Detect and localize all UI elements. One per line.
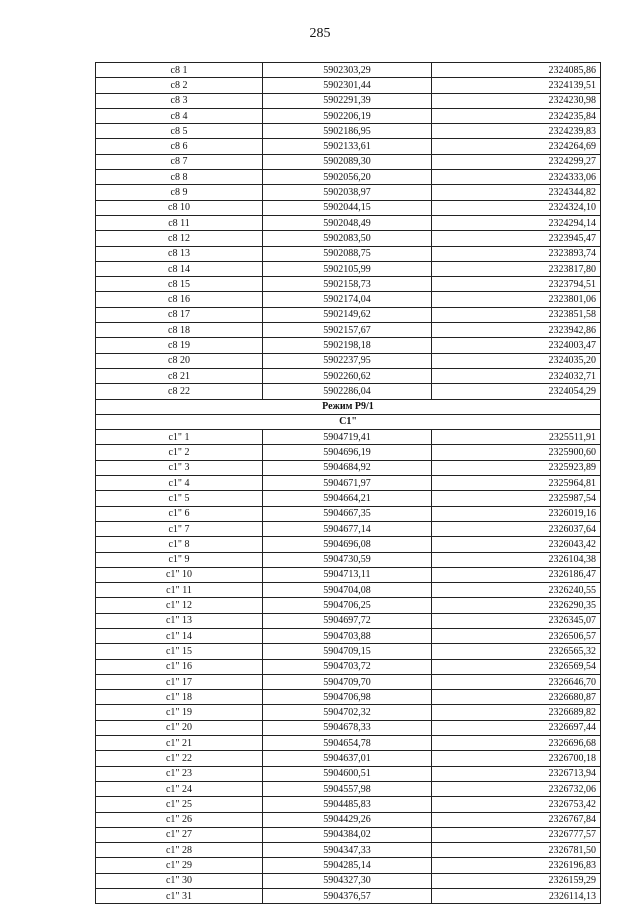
- point-label-cell: с1" 5: [96, 491, 263, 506]
- x-coordinate-cell: 5904667,35: [263, 506, 432, 521]
- y-coordinate-cell: 2323851,58: [432, 307, 601, 322]
- x-coordinate-cell: 5902286,04: [263, 384, 432, 399]
- y-coordinate-cell: 2324324,10: [432, 200, 601, 215]
- y-coordinate-cell: 2325900,60: [432, 445, 601, 460]
- point-label-cell: с8 20: [96, 353, 263, 368]
- point-label-cell: с8 3: [96, 93, 263, 108]
- x-coordinate-cell: 5904730,59: [263, 552, 432, 567]
- y-coordinate-cell: 2324239,83: [432, 124, 601, 139]
- x-coordinate-cell: 5902044,15: [263, 200, 432, 215]
- y-coordinate-cell: 2325964,81: [432, 476, 601, 491]
- table-row: [96, 246, 601, 261]
- y-coordinate-cell: 2326767,84: [432, 812, 601, 827]
- x-coordinate-cell: 5902237,95: [263, 353, 432, 368]
- x-coordinate-cell: 5902048,49: [263, 215, 432, 230]
- table-row: [96, 521, 601, 536]
- x-coordinate-cell: 5902038,97: [263, 185, 432, 200]
- y-coordinate-cell: 2324230,98: [432, 93, 601, 108]
- table-row: [96, 552, 601, 567]
- y-coordinate-cell: 2326290,35: [432, 598, 601, 613]
- page-number: 285: [309, 26, 331, 41]
- y-coordinate-cell: 2326186,47: [432, 567, 601, 582]
- point-label-cell: с8 1: [96, 63, 263, 78]
- y-coordinate-cell: 2324235,84: [432, 108, 601, 123]
- point-label-cell: с8 12: [96, 231, 263, 246]
- point-label-cell: с8 6: [96, 139, 263, 154]
- y-coordinate-cell: 2326104,38: [432, 552, 601, 567]
- y-coordinate-cell: 2323794,51: [432, 277, 601, 292]
- point-label-cell: с1" 2: [96, 445, 263, 460]
- y-coordinate-cell: 2325511,91: [432, 430, 601, 445]
- point-label-cell: с8 4: [96, 108, 263, 123]
- point-label-cell: с1" 10: [96, 567, 263, 582]
- point-label-cell: с1" 12: [96, 598, 263, 613]
- table-row: [96, 506, 601, 521]
- x-coordinate-cell: 5904557,98: [263, 781, 432, 796]
- x-coordinate-cell: 5904429,26: [263, 812, 432, 827]
- x-coordinate-cell: 5904654,78: [263, 736, 432, 751]
- point-label-cell: с1" 24: [96, 781, 263, 796]
- x-coordinate-cell: 5902149,62: [263, 307, 432, 322]
- y-coordinate-cell: 2326732,06: [432, 781, 601, 796]
- x-coordinate-cell: 5904600,51: [263, 766, 432, 781]
- x-coordinate-cell: 5904706,25: [263, 598, 432, 613]
- point-label-cell: с8 5: [96, 124, 263, 139]
- table-row: [96, 430, 601, 445]
- table-row: [96, 598, 601, 613]
- point-label-cell: с1" 13: [96, 613, 263, 628]
- x-coordinate-cell: 5904347,33: [263, 843, 432, 858]
- point-label-cell: с1" 8: [96, 537, 263, 552]
- point-label-cell: с1" 18: [96, 690, 263, 705]
- point-label-cell: с1" 25: [96, 797, 263, 812]
- table-row: [96, 200, 601, 215]
- x-coordinate-cell: 5904327,30: [263, 873, 432, 888]
- section-subtitle: С1": [96, 414, 601, 429]
- x-coordinate-cell: 5904709,15: [263, 644, 432, 659]
- table-row: [96, 185, 601, 200]
- x-coordinate-cell: 5902083,50: [263, 231, 432, 246]
- point-label-cell: с8 15: [96, 277, 263, 292]
- table-row: [96, 261, 601, 276]
- x-coordinate-cell: 5904696,19: [263, 445, 432, 460]
- x-coordinate-cell: 5902206,19: [263, 108, 432, 123]
- x-coordinate-cell: 5902301,44: [263, 78, 432, 93]
- point-label-cell: с1" 21: [96, 736, 263, 751]
- point-label-cell: с1" 28: [96, 843, 263, 858]
- point-label-cell: с8 10: [96, 200, 263, 215]
- point-label-cell: с1" 22: [96, 751, 263, 766]
- point-label-cell: с1" 14: [96, 628, 263, 643]
- point-label-cell: с1" 9: [96, 552, 263, 567]
- table-row: [96, 277, 601, 292]
- x-coordinate-cell: 5902158,73: [263, 277, 432, 292]
- y-coordinate-cell: 2326043,42: [432, 537, 601, 552]
- x-coordinate-cell: 5904703,88: [263, 628, 432, 643]
- y-coordinate-cell: 2323817,80: [432, 261, 601, 276]
- table-row: [96, 720, 601, 735]
- point-label-cell: с8 8: [96, 170, 263, 185]
- table-row: [96, 751, 601, 766]
- table-row: [96, 690, 601, 705]
- table-row: [96, 124, 601, 139]
- point-label-cell: с8 14: [96, 261, 263, 276]
- x-coordinate-cell: 5904704,08: [263, 583, 432, 598]
- table-row: [96, 766, 601, 781]
- x-coordinate-cell: 5904485,83: [263, 797, 432, 812]
- y-coordinate-cell: 2324299,27: [432, 154, 601, 169]
- x-coordinate-cell: 5904706,98: [263, 690, 432, 705]
- table-row: [96, 705, 601, 720]
- y-coordinate-cell: 2326159,29: [432, 873, 601, 888]
- table-row: [96, 384, 601, 399]
- y-coordinate-cell: 2323945,47: [432, 231, 601, 246]
- y-coordinate-cell: 2326506,57: [432, 628, 601, 643]
- y-coordinate-cell: 2324139,51: [432, 78, 601, 93]
- coordinates-table: [95, 62, 601, 904]
- y-coordinate-cell: 2326696,68: [432, 736, 601, 751]
- table-row: [96, 323, 601, 338]
- y-coordinate-cell: 2326680,87: [432, 690, 601, 705]
- x-coordinate-cell: 5904713,11: [263, 567, 432, 582]
- x-coordinate-cell: 5904709,70: [263, 674, 432, 689]
- y-coordinate-cell: 2325987,54: [432, 491, 601, 506]
- y-coordinate-cell: 2326037,64: [432, 521, 601, 536]
- x-coordinate-cell: 5902174,04: [263, 292, 432, 307]
- point-label-cell: с1" 30: [96, 873, 263, 888]
- table-row: [96, 170, 601, 185]
- table-row: [96, 338, 601, 353]
- point-label-cell: с1" 16: [96, 659, 263, 674]
- x-coordinate-cell: 5902291,39: [263, 93, 432, 108]
- section-title-row: [96, 399, 601, 414]
- table-row: [96, 736, 601, 751]
- y-coordinate-cell: 2326019,16: [432, 506, 601, 521]
- section-title: Режим Р9/1: [96, 399, 601, 414]
- point-label-cell: с1" 20: [96, 720, 263, 735]
- x-coordinate-cell: 5904664,21: [263, 491, 432, 506]
- point-label-cell: с8 9: [96, 185, 263, 200]
- point-label-cell: с1" 4: [96, 476, 263, 491]
- table-row: [96, 491, 601, 506]
- table-row: [96, 628, 601, 643]
- table-row: [96, 843, 601, 858]
- y-coordinate-cell: 2326753,42: [432, 797, 601, 812]
- x-coordinate-cell: 5902056,20: [263, 170, 432, 185]
- point-label-cell: с1" 3: [96, 460, 263, 475]
- x-coordinate-cell: 5902260,62: [263, 368, 432, 383]
- table-row: [96, 781, 601, 796]
- y-coordinate-cell: 2326646,70: [432, 674, 601, 689]
- table-row: [96, 215, 601, 230]
- point-label-cell: с1" 17: [96, 674, 263, 689]
- point-label-cell: с8 11: [96, 215, 263, 230]
- x-coordinate-cell: 5902157,67: [263, 323, 432, 338]
- y-coordinate-cell: 2326689,82: [432, 705, 601, 720]
- y-coordinate-cell: 2323942,86: [432, 323, 601, 338]
- y-coordinate-cell: 2326713,94: [432, 766, 601, 781]
- y-coordinate-cell: 2324085,86: [432, 63, 601, 78]
- x-coordinate-cell: 5904719,41: [263, 430, 432, 445]
- table-row: [96, 353, 601, 368]
- y-coordinate-cell: 2323893,74: [432, 246, 601, 261]
- x-coordinate-cell: 5902089,30: [263, 154, 432, 169]
- y-coordinate-cell: 2324032,71: [432, 368, 601, 383]
- x-coordinate-cell: 5904697,72: [263, 613, 432, 628]
- table-row: [96, 827, 601, 842]
- table-row: [96, 139, 601, 154]
- y-coordinate-cell: 2326240,55: [432, 583, 601, 598]
- y-coordinate-cell: 2326196,83: [432, 858, 601, 873]
- table-row: [96, 797, 601, 812]
- y-coordinate-cell: 2324264,69: [432, 139, 601, 154]
- point-label-cell: с8 22: [96, 384, 263, 399]
- y-coordinate-cell: 2324294,14: [432, 215, 601, 230]
- y-coordinate-cell: 2326781,50: [432, 843, 601, 858]
- point-label-cell: с8 16: [96, 292, 263, 307]
- table-row: [96, 108, 601, 123]
- x-coordinate-cell: 5904285,14: [263, 858, 432, 873]
- point-label-cell: с1" 26: [96, 812, 263, 827]
- y-coordinate-cell: 2325923,89: [432, 460, 601, 475]
- point-label-cell: с8 7: [96, 154, 263, 169]
- point-label-cell: с8 21: [96, 368, 263, 383]
- x-coordinate-cell: 5902303,29: [263, 63, 432, 78]
- x-coordinate-cell: 5904684,92: [263, 460, 432, 475]
- y-coordinate-cell: 2326114,13: [432, 889, 601, 904]
- point-label-cell: с1" 6: [96, 506, 263, 521]
- y-coordinate-cell: 2324003,47: [432, 338, 601, 353]
- table-row: [96, 231, 601, 246]
- x-coordinate-cell: 5904384,02: [263, 827, 432, 842]
- y-coordinate-cell: 2326569,54: [432, 659, 601, 674]
- point-label-cell: с1" 7: [96, 521, 263, 536]
- table-row: [96, 873, 601, 888]
- point-label-cell: с8 17: [96, 307, 263, 322]
- table-row: [96, 567, 601, 582]
- y-coordinate-cell: 2324054,29: [432, 384, 601, 399]
- point-label-cell: с1" 11: [96, 583, 263, 598]
- x-coordinate-cell: 5904696,08: [263, 537, 432, 552]
- table-row: [96, 445, 601, 460]
- x-coordinate-cell: 5902088,75: [263, 246, 432, 261]
- table-row: [96, 154, 601, 169]
- point-label-cell: с1" 27: [96, 827, 263, 842]
- y-coordinate-cell: 2326345,07: [432, 613, 601, 628]
- coordinates-table-body: [96, 63, 601, 904]
- y-coordinate-cell: 2323801,06: [432, 292, 601, 307]
- y-coordinate-cell: 2324333,06: [432, 170, 601, 185]
- point-label-cell: с8 19: [96, 338, 263, 353]
- table-row: [96, 460, 601, 475]
- section-subtitle-row: [96, 414, 601, 429]
- x-coordinate-cell: 5904677,14: [263, 521, 432, 536]
- table-row: [96, 889, 601, 904]
- y-coordinate-cell: 2326697,44: [432, 720, 601, 735]
- y-coordinate-cell: 2326700,18: [432, 751, 601, 766]
- table-row: [96, 368, 601, 383]
- point-label-cell: с8 13: [96, 246, 263, 261]
- table-row: [96, 292, 601, 307]
- x-coordinate-cell: 5902198,18: [263, 338, 432, 353]
- table-row: [96, 583, 601, 598]
- table-row: [96, 674, 601, 689]
- x-coordinate-cell: 5904671,97: [263, 476, 432, 491]
- point-label-cell: с1" 1: [96, 430, 263, 445]
- table-row: [96, 812, 601, 827]
- x-coordinate-cell: 5902105,99: [263, 261, 432, 276]
- x-coordinate-cell: 5904678,33: [263, 720, 432, 735]
- table-row: [96, 307, 601, 322]
- x-coordinate-cell: 5902133,61: [263, 139, 432, 154]
- table-row: [96, 476, 601, 491]
- table-row: [96, 659, 601, 674]
- point-label-cell: с1" 31: [96, 889, 263, 904]
- point-label-cell: с1" 19: [96, 705, 263, 720]
- table-row: [96, 537, 601, 552]
- y-coordinate-cell: 2324035,20: [432, 353, 601, 368]
- x-coordinate-cell: 5904637,01: [263, 751, 432, 766]
- point-label-cell: с8 18: [96, 323, 263, 338]
- y-coordinate-cell: 2326565,32: [432, 644, 601, 659]
- table-row: [96, 644, 601, 659]
- point-label-cell: с1" 29: [96, 858, 263, 873]
- table-row: [96, 613, 601, 628]
- table-row: [96, 63, 601, 78]
- x-coordinate-cell: 5904376,57: [263, 889, 432, 904]
- y-coordinate-cell: 2326777,57: [432, 827, 601, 842]
- y-coordinate-cell: 2324344,82: [432, 185, 601, 200]
- table-row: [96, 93, 601, 108]
- x-coordinate-cell: 5904702,32: [263, 705, 432, 720]
- table-row: [96, 858, 601, 873]
- point-label-cell: с1" 23: [96, 766, 263, 781]
- x-coordinate-cell: 5904703,72: [263, 659, 432, 674]
- point-label-cell: с8 2: [96, 78, 263, 93]
- x-coordinate-cell: 5902186,95: [263, 124, 432, 139]
- point-label-cell: с1" 15: [96, 644, 263, 659]
- table-row: [96, 78, 601, 93]
